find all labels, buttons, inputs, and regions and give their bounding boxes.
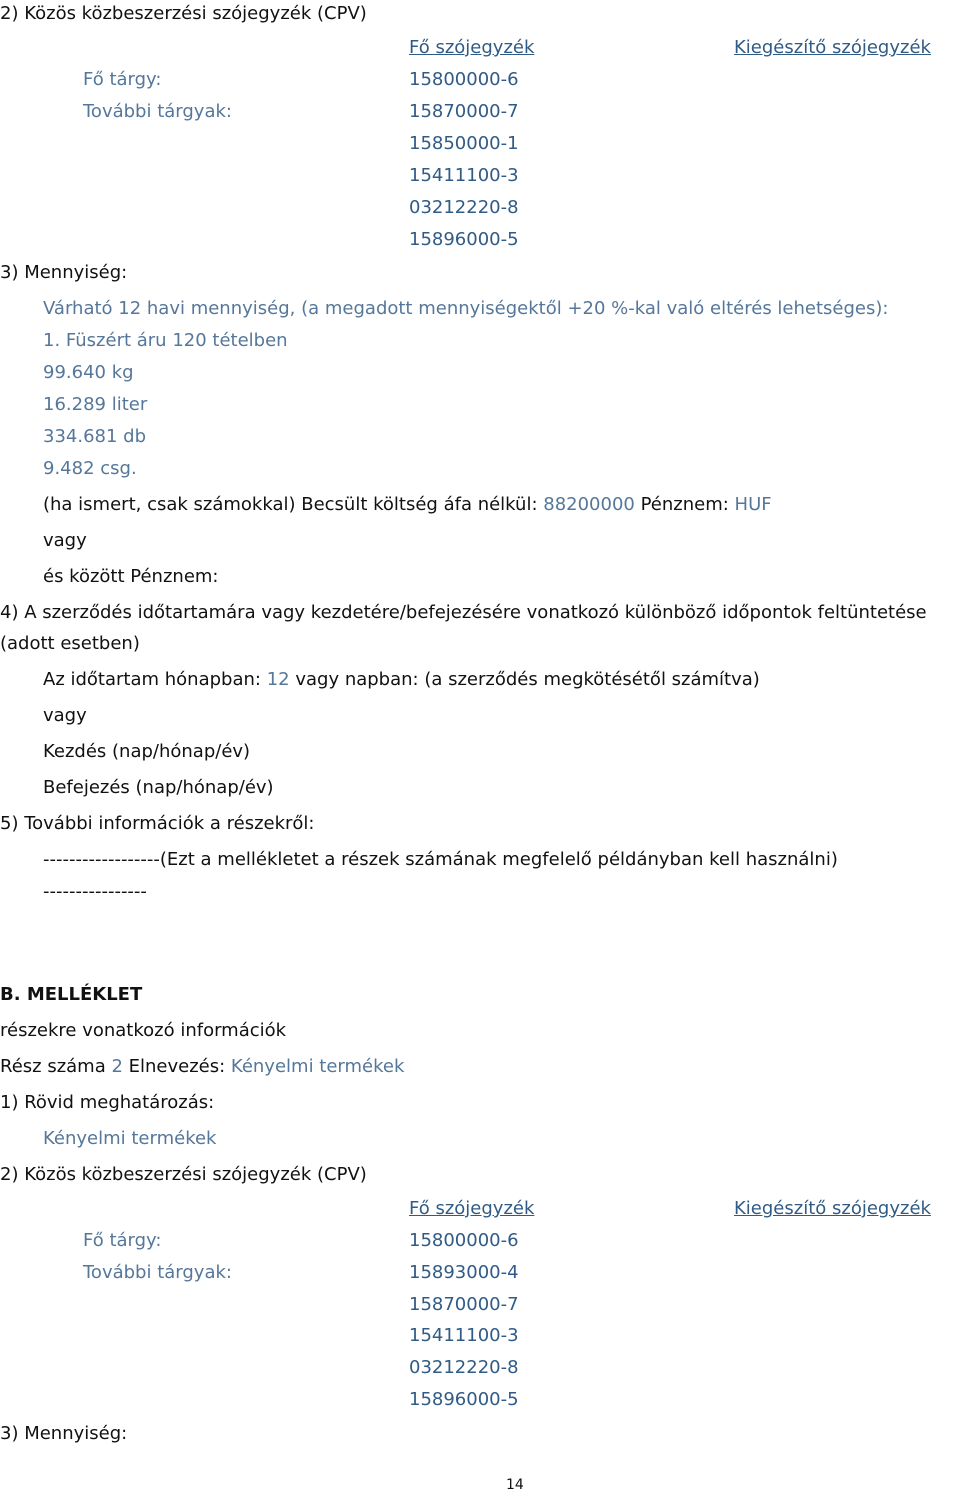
cpv-other-code: 15896000-5 xyxy=(409,229,519,250)
cpv-title: 2) Közös közbeszerzési szójegyzék (CPV) xyxy=(0,1164,367,1185)
separator-note-line: ------------------(Ezt a mellékletet a részek számának megfelelő példányban kell használni) xyxy=(43,849,838,870)
duration-title-line2: (adott esetben) xyxy=(0,633,140,654)
cpv-main-object-label: Fő tárgy: xyxy=(83,69,162,90)
currency-value: HUF xyxy=(734,494,772,515)
short-description-title: 1) Rövid meghatározás: xyxy=(0,1092,215,1113)
quantity-item-1: 1. Füszért áru 120 tételben xyxy=(43,330,288,351)
currency-label: Pénznem: xyxy=(634,494,735,515)
part-name-value: Kényelmi termékek xyxy=(230,1056,405,1077)
annex-title: B. MELLÉKLET xyxy=(0,984,143,1005)
cpv-other-code: 15893000-4 xyxy=(409,1262,519,1283)
duration-months-value: 12 xyxy=(266,669,290,690)
cpv-main-vocab-header: Fő szójegyzék xyxy=(409,1198,535,1219)
duration-end: Befejezés (nap/hónap/év) xyxy=(43,777,274,798)
quantity-title: 3) Mennyiség: xyxy=(0,262,128,283)
cpv-other-code: 15870000-7 xyxy=(409,1294,519,1315)
cpv-main-object-label: Fő tárgy: xyxy=(83,1230,162,1251)
cpv-other-code: 15896000-5 xyxy=(409,1389,519,1410)
or-text: vagy xyxy=(43,705,87,726)
page-number: 14 xyxy=(506,1477,524,1493)
quantity-amount: 99.640 kg xyxy=(43,362,134,383)
estimated-cost-line xyxy=(43,496,772,514)
estimated-cost-value: 88200000 xyxy=(543,494,635,515)
cpv-main-object-code: 15800000-6 xyxy=(409,69,519,90)
quantity-amount: 334.681 db xyxy=(43,426,147,447)
estimated-cost-label: (ha ismert, csak számokkal) Becsült költség áfa nélkül: xyxy=(43,494,544,515)
duration-start: Kezdés (nap/hónap/év) xyxy=(43,741,251,762)
cpv-title: 2) Közös közbeszerzési szójegyzék (CPV) xyxy=(0,3,367,24)
cpv-supp-vocab-header: Kiegészítő szójegyzék xyxy=(734,1198,931,1219)
cpv-other-code: 15411100-3 xyxy=(409,1325,519,1346)
cpv-supp-vocab-header: Kiegészítő szójegyzék xyxy=(734,37,931,58)
part-number-label: Rész száma xyxy=(0,1056,112,1077)
cpv-other-code: 15870000-7 xyxy=(409,101,519,122)
annex-subtitle: részekre vonatkozó információk xyxy=(0,1020,287,1041)
quantity-amount: 16.289 liter xyxy=(43,394,148,415)
part-line xyxy=(0,1058,404,1076)
duration-months-suffix: vagy napban: (a szerződés megkötésétől számítva) xyxy=(289,669,760,690)
quantity-amount: 9.482 csg. xyxy=(43,458,137,479)
cpv-other-code: 15411100-3 xyxy=(409,165,519,186)
cpv-main-vocab-header: Fő szójegyzék xyxy=(409,37,535,58)
duration-title-line1: 4) A szerződés időtartamára vagy kezdetére/befejezésére vonatkozó különböző időpontok feltüntetése xyxy=(0,602,927,623)
duration-months-line xyxy=(43,671,760,689)
quantity-expected-text: Várható 12 havi mennyiség, (a megadott mennyiségektől +20 %-kal való eltérés lehetséges): xyxy=(43,298,889,319)
or-text: vagy xyxy=(43,530,87,551)
part-name-label: Elnevezés: xyxy=(122,1056,231,1077)
cpv-other-objects-label: További tárgyak: xyxy=(83,101,232,122)
further-info-title: 5) További információk a részekről: xyxy=(0,813,315,834)
separator-dashes-line: ---------------- xyxy=(43,881,147,902)
cpv-main-object-code: 15800000-6 xyxy=(409,1230,519,1251)
cpv-other-code: 15850000-1 xyxy=(409,133,519,154)
part-number-value: 2 xyxy=(111,1056,123,1077)
duration-months-label: Az időtartam hónapban: xyxy=(43,669,267,690)
quantity-title: 3) Mennyiség: xyxy=(0,1423,128,1444)
cpv-other-code: 03212220-8 xyxy=(409,197,519,218)
short-description-value: Kényelmi termékek xyxy=(43,1128,217,1149)
between-currency-text: és között Pénznem: xyxy=(43,566,219,587)
cpv-other-objects-label: További tárgyak: xyxy=(83,1262,232,1283)
cpv-other-code: 03212220-8 xyxy=(409,1357,519,1378)
